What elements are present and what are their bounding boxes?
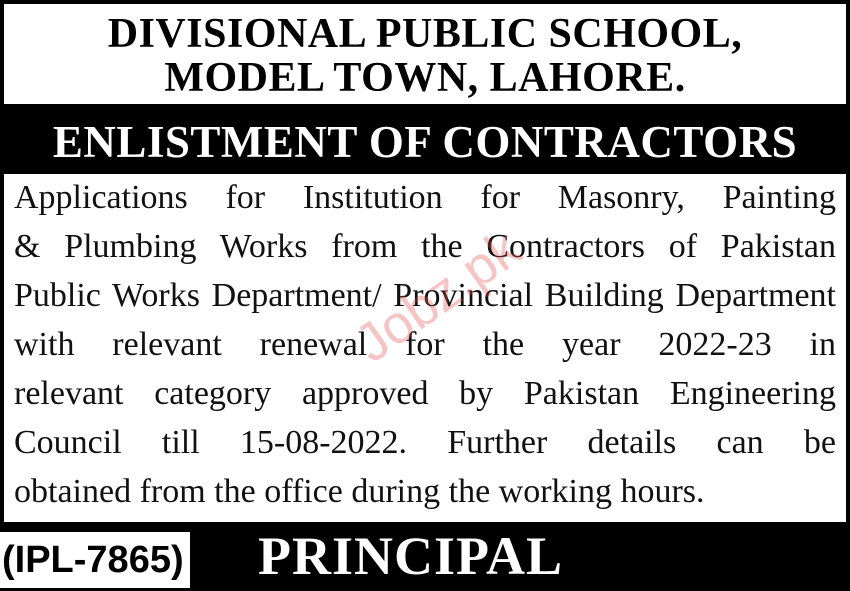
body-line-5: relevant category approved by Pakistan Engineering bbox=[14, 375, 836, 412]
signatory-title: PRINCIPAL bbox=[258, 526, 563, 586]
school-address: MODEL TOWN, LAHORE. bbox=[164, 55, 686, 101]
body-line-7: obtained from the office during the working hours. bbox=[14, 473, 705, 510]
ad-title-banner: ENLISTMENT OF CONTRACTORS bbox=[4, 110, 846, 174]
watermark: Jobz.pk bbox=[344, 218, 532, 374]
ad-body bbox=[4, 174, 846, 522]
body-line-1: Applications for Institution for Masonry, Painting bbox=[14, 179, 836, 216]
body-line-2: & Plumbing Works from the Contractors of Pakistan bbox=[14, 228, 836, 265]
body-line-3: Public Works Department/ Provincial Building Department bbox=[14, 277, 836, 314]
body-line-4: with relevant renewal for the year 2022-23 in bbox=[14, 326, 836, 363]
school-header bbox=[4, 4, 846, 104]
ref-code: (IPL-7865) bbox=[0, 532, 190, 588]
school-name: DIVISIONAL PUBLIC SCHOOL, bbox=[107, 11, 743, 57]
body-line-6: Council till 15-08-2022. Further details can be bbox=[14, 424, 836, 461]
